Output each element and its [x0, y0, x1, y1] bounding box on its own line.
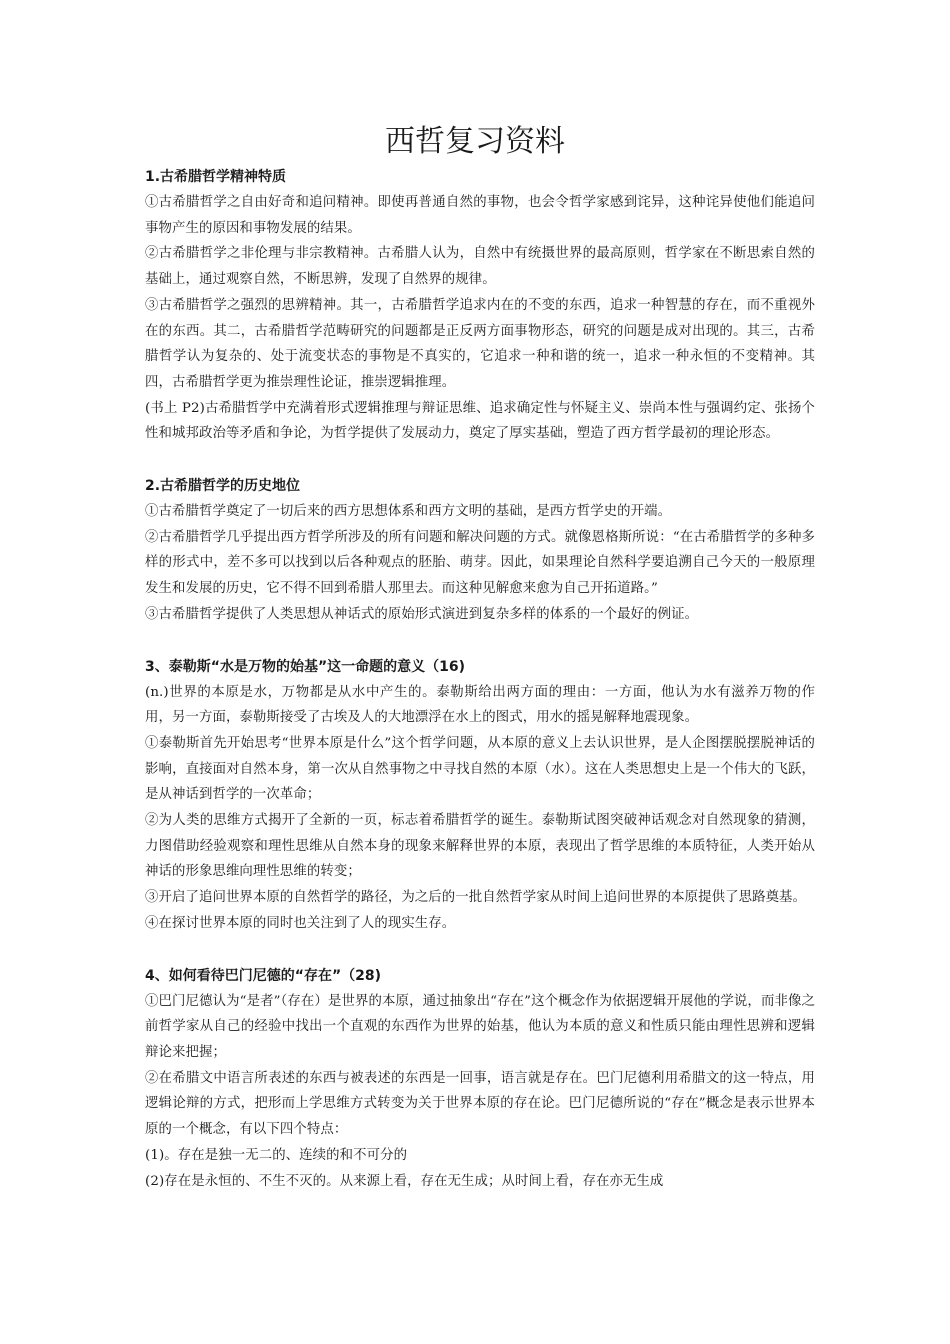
paragraph: (2)存在是永恒的、不生不灭的。从来源上看，存在无生成；从时间上看，存在亦无生成 [145, 1173, 664, 1189]
document-title: 西哲复习资料 [385, 124, 565, 159]
paragraph: ②在希腊文中语言所表述的东西与被表述的东西是一回事，语言就是存在。巴门尼德利用希腊文的这一特点，用逻辑论辩的方式，把形而上学思维方式转变为关于世界本原的存在论。巴门尼德所说的“存在”概念是表示世界本原的一个概念，有以下四个特点： [145, 1070, 815, 1138]
paragraph: ②古希腊哲学几乎提出西方哲学所涉及的所有问题和解决问题的方式。就像恩格斯所说：“在古希腊哲学的多种多样的形式中，差不多可以找到以后各种观点的胚胎、萌芽。因此，如果理论自然科学要追溯自己今天的一般原理发生和发展的历史，它不得不回到希腊人那里去。而这种见解愈来愈为自己开拓道路。” [145, 529, 815, 597]
section-2 [145, 473, 815, 628]
paragraph: ③古希腊哲学提供了人类思想从神话式的原始形式演进到复杂多样的体系的一个最好的例证。 [145, 606, 699, 622]
section-heading: 1.古希腊哲学精神特质 [145, 169, 287, 185]
paragraph: ③古希腊哲学之强烈的思辨精神。其一，古希腊哲学追求内在的不变的东西，追求一种智慧的存在，而不重视外在的东西。其二，古希腊哲学范畴研究的问题都是正反两方面事物形态，研究的问题是成对出现的。其三，古希腊哲学认为复杂的、处于流变状态的事物是不真实的，它追求一种和谐的统一，追求一种永恒的不变精神。其四，古希腊哲学更为推崇理性论证，推崇逻辑推理。 [145, 297, 815, 390]
paragraph: ②为人类的思维方式揭开了全新的一页，标志着希腊哲学的诞生。泰勒斯试图突破神话观念对自然现象的猜测，力图借助经验观察和理性思维从自然本身的现象来解释世界的本原，表现出了哲学思维的本质特征，人类开始从神话的形象思维向理性思维的转变； [145, 813, 815, 880]
paragraph: (书上 P2)古希腊哲学中充满着形式逻辑推理与辩证思维、追求确定性与怀疑主义、崇尚本性与强调约定、张扬个性和城邦政治等矛盾和争论，为哲学提供了发展动力，奠定了厚实基础，塑造了西方哲学最初的理论形态。 [145, 400, 815, 442]
paragraph: (n.)世界的本原是水，万物都是从水中产生的。泰勒斯给出两方面的理由：一方面，他认为水有滋养万物的作用，另一方面，泰勒斯接受了古埃及人的大地漂浮在水上的图式，用水的摇晃解释地震现象。 [145, 684, 815, 726]
section-heading: 2.古希腊哲学的历史地位 [145, 478, 301, 495]
spacer [145, 628, 815, 654]
section-heading: 4、如何看待巴门尼德的“存在”（28) [145, 967, 382, 984]
paragraph: ③开启了追问世界本原的自然哲学的路径，为之后的一批自然哲学家从时间上追问世界的本原提供了思路奠基。 [145, 890, 807, 906]
paragraph: ①泰勒斯首先开始思考“世界本原是什么”这个哲学问题，从本原的意义上去认识世界，是人企图摆脱摆脱神话的影响，直接面对自然本身，第一次从自然事物之中寻找自然的本原（水）。这在人类思想史上是一个伟大的飞跃，是从神话到哲学的一次革命； [145, 735, 815, 803]
paragraph: ④在探讨世界本原的同时也关注到了人的现实生存。 [145, 915, 456, 931]
section-4 [145, 963, 815, 1195]
paragraph: ②古希腊哲学之非伦理与非宗教精神。古希腊人认为，自然中有统摄世界的最高原则，哲学家在不断思索自然的基础上，通过观察自然，不断思辨，发现了自然界的规律。 [145, 246, 815, 288]
spacer [145, 447, 815, 473]
paragraph: ①巴门尼德认为“是者”（存在）是世界的本原，通过抽象出“存在”这个概念作为依据逻辑开展他的学说，而非像之前哲学家从自己的经验中找出一个直观的东西作为世界的始基，他认为本质的意义和性质只能由理性思辨和逻辑辩论来把握； [145, 993, 815, 1060]
paragraph: ①古希腊哲学奠定了一切后来的西方思想体系和西方文明的基础，是西方哲学史的开端。 [145, 504, 672, 520]
paragraph: (1)。存在是独一无二的、连续的和不可分的 [145, 1147, 408, 1163]
document-body [145, 164, 815, 1194]
section-1 [145, 164, 815, 447]
spacer [145, 937, 815, 963]
paragraph: ①古希腊哲学之自由好奇和追问精神。即使再普通自然的事物，也会令哲学家感到诧异，这种诧异使他们能追问事物产生的原因和事物发展的结果。 [145, 195, 815, 236]
section-3 [145, 654, 815, 937]
section-heading: 3、泰勒斯“水是万物的始基”这一命题的意义（16) [145, 658, 466, 675]
